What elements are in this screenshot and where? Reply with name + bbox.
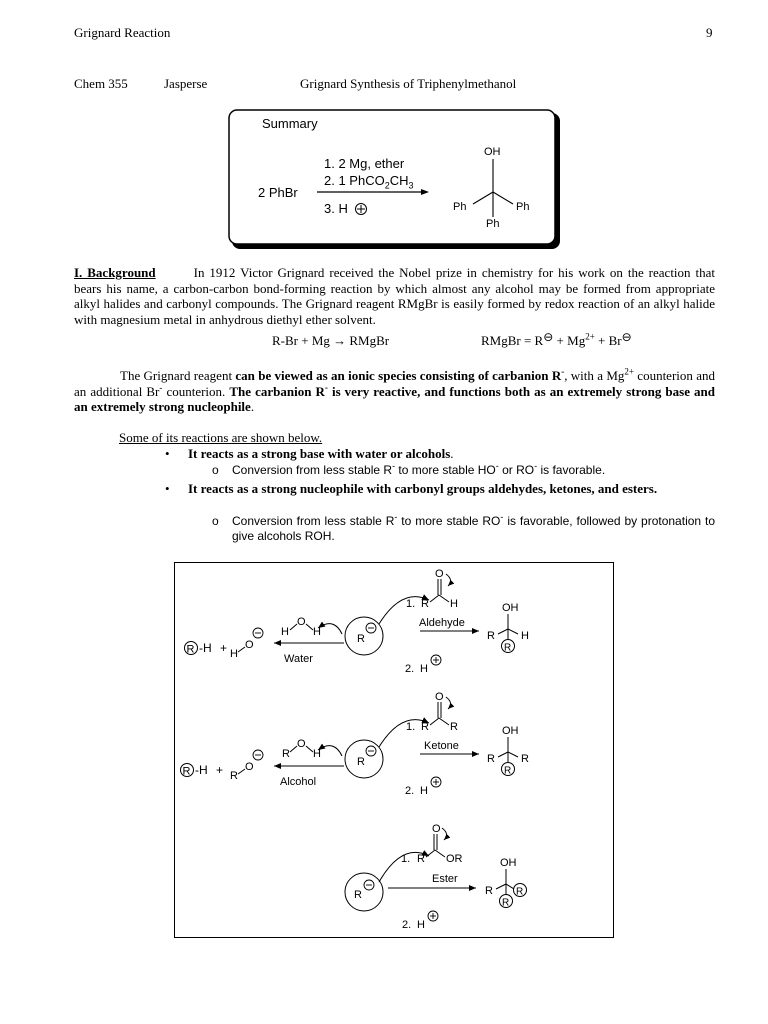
equation-ionic: RMgBr = R⊖ + $Mg^{2+}$ + Br⊖: [481, 330, 632, 348]
svg-text:R: R: [230, 770, 238, 782]
summary-step-3: 3. H: [324, 201, 348, 216]
product-oh-label: OH: [484, 146, 501, 158]
sub-bullet-base: Conversion from less stable R- to more stable HO- or RO- is favorable.: [232, 461, 606, 477]
svg-text:R: R: [421, 598, 429, 610]
svg-text:H: H: [420, 785, 428, 797]
svg-text:R: R: [417, 853, 425, 865]
water-label: Water: [284, 653, 313, 665]
svg-text:-H: -H: [195, 763, 208, 777]
page-number: 9: [706, 25, 713, 40]
svg-text:1.: 1.: [406, 598, 416, 610]
background-paragraph: I. Background In 1912 Victor Grignard received the Nobel prize in chemistry for his work on the reaction that bears his name, a carbon-carbon bond-forming reaction by which almost any alcohol may be formed from appropriate alkyl halides and carbonyl compounds. The Grignard reagent RMgBr is easily formed by redox reaction of an alkyl halide with magnesium metal in anhydrous diethyl ether solvent.: [74, 265, 715, 327]
svg-text:R: R: [357, 633, 365, 645]
svg-text:OH: OH: [502, 725, 519, 737]
svg-text:H: H: [281, 626, 289, 638]
svg-text:1.: 1.: [406, 721, 416, 733]
product-ph-right: Ph: [516, 201, 530, 213]
svg-text:O: O: [432, 823, 441, 835]
svg-text:H: H: [313, 626, 321, 638]
svg-text:R: R: [487, 753, 495, 765]
bullet-icon: •: [165, 481, 170, 496]
experiment-title: Grignard Synthesis of Triphenylmethanol: [300, 76, 517, 91]
bullet-nucleophile: It reacts as a strong nucleophile with carbonyl groups aldehydes, ketones, and esters.: [188, 481, 658, 496]
svg-text:+: +: [216, 763, 224, 777]
sub-bullet-icon: o: [212, 514, 219, 528]
reactions-intro: Some of its reactions are shown below.: [119, 430, 323, 445]
svg-text:O: O: [297, 616, 306, 628]
svg-text:O: O: [245, 639, 254, 651]
ketone-label: Ketone: [424, 740, 459, 752]
svg-text:1.: 1.: [401, 853, 411, 865]
svg-text:R: R: [504, 642, 512, 654]
summary-step-2: 2. 1 $PhCO_2CH_3$: [324, 173, 414, 191]
svg-text:2.: 2.: [402, 919, 412, 931]
svg-text:R: R: [357, 756, 365, 768]
svg-text:R: R: [282, 748, 290, 760]
summary-label: Summary: [262, 116, 318, 131]
svg-text:OR: OR: [446, 853, 463, 865]
svg-text:-H: -H: [199, 641, 212, 655]
svg-text:2.: 2.: [405, 785, 415, 797]
course-number: Chem 355: [74, 76, 128, 91]
equation-formation: R-Br + Mg → RMgBr: [272, 333, 390, 348]
alcohol-label: Alcohol: [280, 776, 317, 788]
background-heading: I. Background: [74, 265, 156, 280]
svg-text:R: R: [450, 721, 458, 733]
svg-text:R: R: [504, 765, 512, 777]
svg-text:OH: OH: [500, 857, 517, 869]
svg-text:H: H: [450, 598, 458, 610]
sub-bullet-nucleophile: Conversion from less stable R- to more stable RO- is favorable, followed by protonation to give alcohols ROH.: [232, 512, 715, 543]
svg-text:H: H: [417, 919, 425, 931]
running-header: Grignard Reaction: [74, 25, 171, 40]
summary-reactant: 2 PhBr: [258, 185, 298, 200]
svg-text:+: +: [220, 641, 228, 655]
ester-label: Ester: [432, 873, 458, 885]
svg-text:OH: OH: [502, 602, 519, 614]
svg-text:H: H: [313, 748, 321, 760]
svg-text:H: H: [420, 663, 428, 675]
svg-text:O: O: [435, 691, 444, 703]
svg-text:R: R: [354, 889, 362, 901]
svg-text:O: O: [245, 761, 254, 773]
svg-text:H: H: [230, 648, 238, 660]
svg-text:R: R: [421, 721, 429, 733]
svg-text:O: O: [297, 738, 306, 750]
svg-text:R: R: [516, 886, 524, 898]
bullet-strong-base: It reacts as a strong base with water or alcohols.: [188, 446, 454, 461]
svg-text:2.: 2.: [405, 663, 415, 675]
svg-text:R: R: [485, 885, 493, 897]
aldehyde-label: Aldehyde: [419, 617, 465, 629]
product-ph-left: Ph: [453, 201, 467, 213]
svg-text:R: R: [182, 765, 191, 778]
svg-text:R: R: [521, 753, 529, 765]
instructor-name: Jasperse: [164, 76, 208, 91]
sub-bullet-icon: o: [212, 463, 219, 477]
svg-text:H: H: [521, 630, 529, 642]
svg-text:O: O: [435, 568, 444, 580]
product-ph-bottom: Ph: [486, 218, 500, 230]
summary-step-1: 1. 2 Mg, ether: [324, 156, 405, 171]
svg-text:R: R: [487, 630, 495, 642]
bullet-icon: •: [165, 446, 170, 461]
carbanion-paragraph: The Grignard reagent can be viewed as an ionic species consisting of carbanion R-, with a $Mg^{2+}$ counterion and an additional Br- counterion. The carbanion R- is very reactive, and functions both as an extremely strong base and an extremely strong nucleophile.: [74, 366, 715, 414]
svg-text:R: R: [186, 643, 195, 656]
svg-text:R: R: [502, 897, 510, 909]
reaction-scheme: [174, 562, 615, 938]
